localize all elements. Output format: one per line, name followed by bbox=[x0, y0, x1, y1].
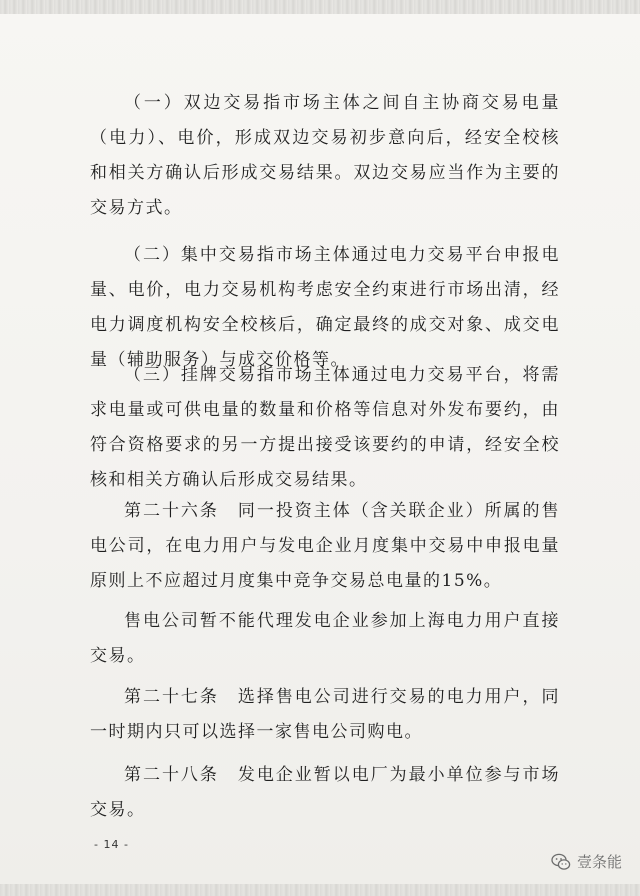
scan-edge-bottom bbox=[0, 884, 640, 896]
scan-edge-top bbox=[0, 0, 640, 14]
paragraph-centralized-trading: （二）集中交易指市场主体通过电力交易平台申报电量、电价，电力交易机构考虑安全约束进行市场出清，经电力调度机构安全校核后，确定最终的成交对象、成交电量（辅助服务）与成交价格等。 bbox=[90, 245, 560, 370]
wechat-icon bbox=[551, 853, 571, 871]
page-number: - 14 - bbox=[94, 838, 129, 851]
watermark-text: 壹条能 bbox=[576, 853, 622, 871]
article-28: 第二十八条 发电企业暂以电厂为最小单位参与市场交易。 bbox=[90, 765, 560, 820]
watermark bbox=[551, 851, 622, 872]
paragraph-retail-agent-note: 售电公司暂不能代理发电企业参加上海电力用户直接交易。 bbox=[90, 611, 560, 666]
article-27: 第二十七条 选择售电公司进行交易的电力用户，同一时期内只可以选择一家售电公司购电。 bbox=[90, 687, 560, 742]
article-26: 第二十六条 同一投资主体（含关联企业）所属的售电公司，在电力用户与发电企业月度集中交易中申报电量原则上不应超过月度集中竞争交易总电量的15%。 bbox=[90, 501, 560, 591]
paragraph-listing-trading: （三）挂牌交易指市场主体通过电力交易平台，将需求电量或可供电量的数量和价格等信息对外发布要约，由符合资格要求的另一方提出接受该要约的申请，经安全校核和相关方确认后形成交易结果。 bbox=[90, 365, 560, 490]
paragraph-bilateral-trading: （一）双边交易指市场主体之间自主协商交易电量（电力）、电价，形成双边交易初步意向后，经安全校核和相关方确认后形成交易结果。双边交易应当作为主要的交易方式。 bbox=[90, 93, 560, 218]
